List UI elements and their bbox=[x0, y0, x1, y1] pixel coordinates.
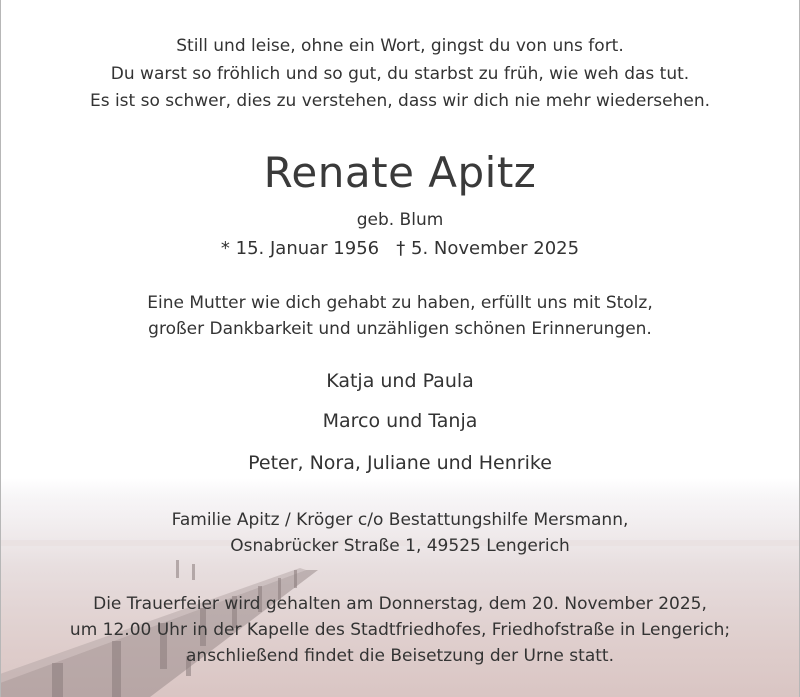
mourner-line-1: Katja und Paula bbox=[326, 370, 474, 392]
life-dates bbox=[0, 238, 800, 259]
deceased-name: Renate Apitz bbox=[263, 148, 537, 197]
death-date: † 5. November 2025 bbox=[396, 238, 580, 259]
address-line-1: Familie Apitz / Kröger c/o Bestattungshilfe Mersmann, bbox=[171, 510, 629, 530]
ceremony-line-1: Die Trauerfeier wird gehalten am Donnerstag, dem 20. November 2025, bbox=[93, 594, 707, 614]
address-line-2: Osnabrücker Straße 1, 49525 Lengerich bbox=[230, 536, 570, 556]
poem-line-3: Es ist so schwer, dies zu verstehen, dass wir dich nie mehr wiedersehen. bbox=[89, 91, 711, 111]
ceremony-line-3: anschließend findet die Beisetzung der Urne statt. bbox=[186, 646, 614, 666]
poem-line-1: Still und leise, ohne ein Wort, gingst du von uns fort. bbox=[176, 36, 624, 56]
maiden-name: geb. Blum bbox=[356, 210, 444, 230]
mourner-line-3: Peter, Nora, Juliane und Henrike bbox=[248, 452, 552, 474]
mourner-line-2: Marco und Tanja bbox=[322, 410, 478, 432]
poem-line-2: Du warst so fröhlich und so gut, du starbst zu früh, wie weh das tut. bbox=[110, 64, 690, 84]
tribute-line-2: großer Dankbarkeit und unzähligen schönen Erinnerungen. bbox=[148, 319, 652, 339]
ceremony-line-2: um 12.00 Uhr in der Kapelle des Stadtfriedhofes, Friedhofstraße in Lengerich; bbox=[69, 620, 731, 640]
tribute-line-1: Eine Mutter wie dich gehabt zu haben, erfüllt uns mit Stolz, bbox=[147, 293, 653, 313]
birth-date: * 15. Januar 1956 bbox=[220, 238, 380, 259]
